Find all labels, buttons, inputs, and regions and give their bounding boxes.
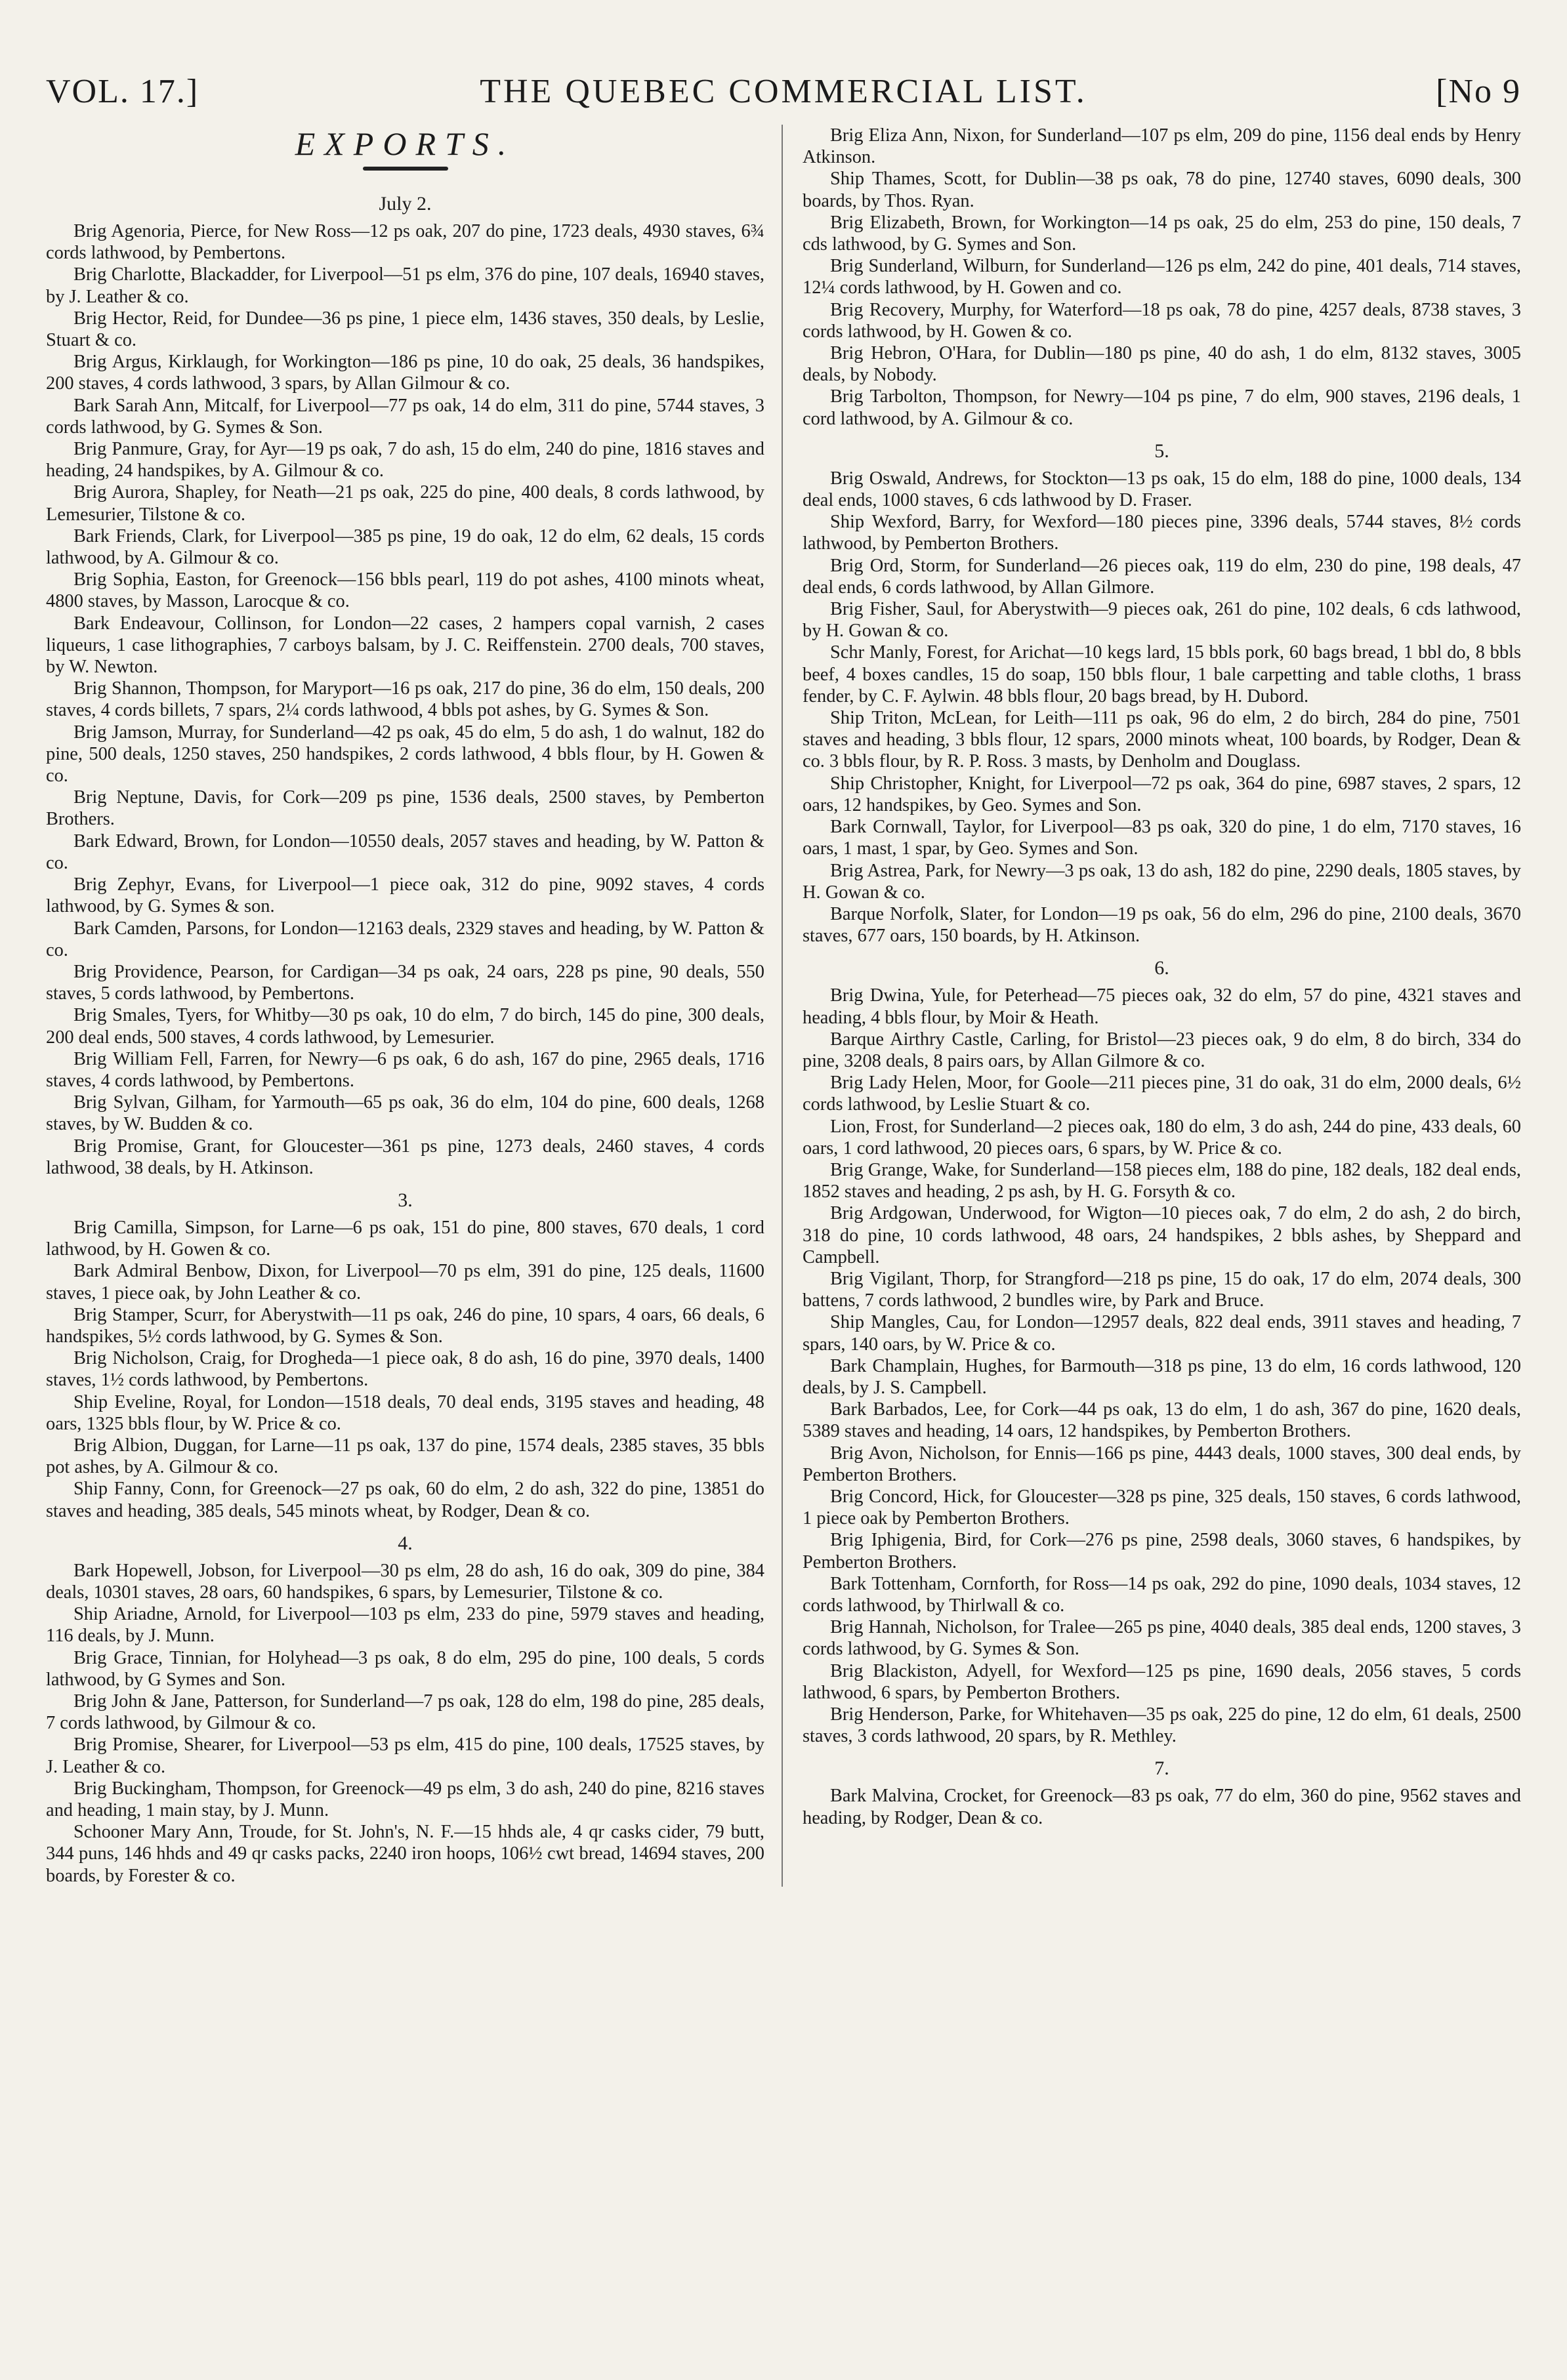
shipping-entry: Brig Iphigenia, Bird, for Cork—276 ps pine, 2598 deals, 3060 staves, 6 handspikes, by Pemberton Brothers. (803, 1530, 1521, 1572)
shipping-entry: Brig Blackiston, Adyell, for Wexford—125 ps pine, 1690 deals, 2056 staves, 5 cords lathwood, 6 spars, by Pemberton Brothers. (803, 1660, 1521, 1703)
shipping-entry: Brig Fisher, Saul, for Aberystwith—9 pieces oak, 261 do pine, 102 deals, 6 cds lathwood, by H. Gowan & co. (803, 599, 1521, 642)
left-column (46, 125, 783, 1887)
ornamental-rule (363, 167, 448, 171)
shipping-entry: Brig Ardgowan, Underwood, for Wigton—10 pieces oak, 7 do elm, 2 do ash, 2 do birch, 318 do pine, 10 cords lathwood, 48 oars, 24 handspikes, 2 bbls ashes, by Sheppard and Campbell. (803, 1203, 1521, 1267)
shipping-entry: Ship Thames, Scott, for Dublin—38 ps oak, 78 do pine, 12740 staves, 6090 deals, 300 boards, by Thos. Ryan. (803, 169, 1521, 211)
shipping-entry: Brig Avon, Nicholson, for Ennis—166 ps pine, 4443 deals, 1000 staves, 300 deal ends, by Pemberton Brothers. (803, 1443, 1521, 1485)
shipping-entry: Brig Argus, Kirklaugh, for Workington—186 ps pine, 10 do oak, 25 deals, 36 handspikes, 200 staves, 4 cords lathwood, 3 spars, by Allan Gilmour & co. (46, 352, 764, 394)
date-heading: 4. (398, 1532, 413, 1554)
shipping-entry: Ship Mangles, Cau, for London—12957 deals, 822 deal ends, 3911 staves and heading, 7 spars, 140 oars, by W. Price & co. (803, 1312, 1521, 1355)
shipping-entry: Brig Concord, Hick, for Gloucester—328 ps pine, 325 deals, 150 staves, 6 cords lathwood, 1 piece oak by Pemberton Brothers. (803, 1486, 1521, 1529)
shipping-entry: Brig Grange, Wake, for Sunderland—158 pieces elm, 188 do pine, 182 deals, 182 deal ends, 1852 staves and heading, 2 ps ash, by H. G. Forsyth & co. (803, 1159, 1521, 1202)
shipping-entry: Bark Admiral Benbow, Dixon, for Liverpool—70 ps elm, 391 do pine, 125 deals, 11600 staves, 1 piece oak, by John Leather & co. (46, 1261, 764, 1303)
shipping-entry: Ship Fanny, Conn, for Greenock—27 ps oak, 60 do elm, 2 do ash, 322 do pine, 13851 do staves and heading, 385 deals, 545 minots wheat, by Rodger, Dean & co. (46, 1479, 764, 1521)
date-heading: 5. (1154, 440, 1169, 462)
shipping-entry: Brig Smales, Tyers, for Whitby—30 ps oak, 10 do elm, 7 do birch, 145 do pine, 300 deals, 200 deal ends, 500 staves, 4 cords lathwood, by Lemesurier. (46, 1005, 764, 1048)
shipping-entry: Lion, Frost, for Sunderland—2 pieces oak, 180 do elm, 3 do ash, 244 do pine, 433 deals, 60 oars, 1 cord lathwood, 20 pieces oars, 6 spars, by W. Price & co. (803, 1116, 1521, 1159)
section-title: EXPORTS. (295, 125, 516, 162)
shipping-entry: Brig Astrea, Park, for Newry—3 ps oak, 13 do ash, 182 do pine, 2290 deals, 1805 staves, by H. Gowan & co. (803, 860, 1521, 903)
shipping-entry: Ship Wexford, Barry, for Wexford—180 pieces pine, 3396 deals, 5744 staves, 8½ cords lathwood, by Pemberton Brothers. (803, 512, 1521, 554)
issue-number: [No 9 (1436, 73, 1521, 110)
shipping-entry: Brig Stamper, Scurr, for Aberystwith—11 ps oak, 246 do pine, 10 spars, 4 oars, 66 deals, 6 handspikes, 5½ cords lathwood, by G. Symes & Son. (46, 1304, 764, 1347)
shipping-entry: Brig Albion, Duggan, for Larne—11 ps oak, 137 do pine, 1574 deals, 2385 staves, 35 bbls pot ashes, by A. Gilmour & co. (46, 1435, 764, 1478)
shipping-entry: Ship Christopher, Knight, for Liverpool—72 ps oak, 364 do pine, 6987 staves, 2 spars, 12 oars, 12 handspikes, by Geo. Symes and Son. (803, 773, 1521, 815)
shipping-entry: Brig Lady Helen, Moor, for Goole—211 pieces pine, 31 do oak, 31 do elm, 2000 deals, 6½ cords lathwood, by Leslie Stuart & co. (803, 1073, 1521, 1115)
shipping-entry: Bark Sarah Ann, Mitcalf, for Liverpool—77 ps oak, 14 do elm, 311 do pine, 5744 staves, 3 cords lathwood, by G. Symes & Son. (46, 395, 764, 438)
date-heading: 7. (1154, 1757, 1169, 1780)
date-heading: 3. (398, 1189, 413, 1211)
shipping-entry: Brig Vigilant, Thorp, for Strangford—218 ps pine, 15 do oak, 17 do elm, 2074 deals, 300 battens, 7 cords lathwood, 2 bundles wire, by Park and Bruce. (803, 1268, 1521, 1311)
shipping-entry: Brig Ord, Storm, for Sunderland—26 pieces oak, 119 do elm, 230 do pine, 198 deals, 47 deal ends, 6 cords lathwood, by Allan Gilmore. (803, 555, 1521, 598)
shipping-entry: Bark Friends, Clark, for Liverpool—385 ps pine, 19 do oak, 12 do elm, 62 deals, 15 cords lathwood, by A. Gilmour & co. (46, 525, 764, 569)
shipping-entry: Bark Cornwall, Taylor, for Liverpool—83 ps oak, 320 do pine, 1 do elm, 7170 staves, 16 oars, 1 mast, 1 spar, by Geo. Symes and Son. (803, 817, 1521, 859)
shipping-entry: Bark Malvina, Crocket, for Greenock—83 ps oak, 77 do elm, 360 do pine, 9562 staves and heading, by Rodger, Dean & co. (803, 1786, 1521, 1828)
shipping-entry: Brig John & Jane, Patterson, for Sunderland—7 ps oak, 128 do elm, 198 do pine, 285 deals, 7 cords lathwood, by Gilmour & co. (46, 1691, 764, 1734)
shipping-entry: Brig Recovery, Murphy, for Waterford—18 ps oak, 78 do pine, 4257 deals, 8738 staves, 3 cords lathwood, by H. Gowen & co. (803, 299, 1521, 342)
shipping-entry: Brig Elizabeth, Brown, for Workington—14 ps oak, 25 do elm, 253 do pine, 150 deals, 7 cds lathwood, by G. Symes and Son. (803, 212, 1521, 255)
shipping-entry: Brig Tarbolton, Thompson, for Newry—104 ps pine, 7 do elm, 900 staves, 2196 deals, 1 cord lathwood, by A. Gilmour & co. (803, 386, 1521, 429)
shipping-entry: Bark Camden, Parsons, for London—12163 deals, 2329 staves and heading, by W. Patton & co. (46, 918, 764, 960)
shipping-entry: Brig Promise, Shearer, for Liverpool—53 ps elm, 415 do pine, 100 deals, 17525 staves, by J. Leather & co. (46, 1734, 764, 1777)
shipping-entry: Brig Promise, Grant, for Gloucester—361 ps pine, 1273 deals, 2460 staves, 4 cords lathwood, 38 deals, by H. Atkinson. (46, 1136, 764, 1178)
shipping-entry: Schr Manly, Forest, for Arichat—10 kegs lard, 15 bbls pork, 60 bags bread, 1 bbl do, 8 bbls beef, 4 boxes candles, 15 do soap, 150 bbls flour, 1 bale carpetting and table cloths, 1 brass fender, by C. F. Aylwin. 48 bbls flour, 20 bags bread, by H. Dubord. (803, 642, 1521, 707)
shipping-entry: Barque Airthry Castle, Carling, for Bristol—23 pieces oak, 9 do elm, 8 do birch, 334 do pine, 3208 deals, 8 pairs oars, by Allan Gilmore & co. (803, 1029, 1521, 1071)
shipping-entry: Bark Tottenham, Cornforth, for Ross—14 ps oak, 292 do pine, 1090 deals, 1034 staves, 12 cords lathwood, by Thirlwall & co. (803, 1573, 1521, 1616)
shipping-entry: Bark Barbados, Lee, for Cork—44 ps oak, 13 do elm, 1 do ash, 367 do pine, 1620 deals, 5389 staves and heading, 14 oars, 12 handspikes, by Pemberton Brothers. (803, 1399, 1521, 1442)
shipping-entry: Brig Hector, Reid, for Dundee—36 ps pine, 1 piece elm, 1436 staves, 350 deals, by Leslie, Stuart & co. (46, 308, 764, 351)
shipping-entry: Brig Hebron, O'Hara, for Dublin—180 ps pine, 40 do ash, 1 do elm, 8132 staves, 3005 deals, by Nobody. (803, 343, 1521, 386)
shipping-entry: Brig Neptune, Davis, for Cork—209 ps pine, 1536 deals, 2500 staves, by Pemberton Brothers. (46, 787, 764, 830)
shipping-entry: Brig Camilla, Simpson, for Larne—6 ps oak, 151 do pine, 800 staves, 670 deals, 1 cord lathwood, by H. Gowen & co. (46, 1217, 764, 1260)
date-heading: July 2. (379, 193, 432, 215)
shipping-entry: Brig Agenoria, Pierce, for New Ross—12 ps oak, 207 do pine, 1723 deals, 4930 staves, 6¾ cords lathwood, by Pembertons. (46, 221, 764, 264)
shipping-entry: Ship Triton, McLean, for Leith—111 ps oak, 96 do elm, 2 do birch, 284 do pine, 7501 staves and heading, 3 bbls flour, 12 spars, 2000 minots wheat, 100 boards, by Rodger, Dean & co. 3 bbls flour, by R. P. Ross. 3 masts, by Denholm and Douglass. (803, 708, 1521, 772)
volume-label: VOL. 17.] (46, 73, 199, 110)
shipping-entry: Brig Panmure, Gray, for Ayr—19 ps oak, 7 do ash, 15 do elm, 240 do pine, 1816 staves and heading, 24 handspikes, by A. Gilmour & co. (46, 439, 764, 482)
shipping-entry: Brig Eliza Ann, Nixon, for Sunderland—107 ps elm, 209 do pine, 1156 deal ends by Henry Atkinson. (803, 125, 1521, 168)
shipping-entry: Brig Henderson, Parke, for Whitehaven—35 ps oak, 225 do pine, 12 do elm, 61 deals, 2500 staves, 3 cords lathwood, 20 spars, by R. Methley. (803, 1704, 1521, 1747)
columns (46, 125, 1521, 1887)
page-header (46, 72, 1521, 118)
shipping-entry: Brig Nicholson, Craig, for Drogheda—1 piece oak, 8 do ash, 16 do pine, 3970 deals, 1400 staves, 1½ cords lathwood, by Pembertons. (46, 1348, 764, 1391)
right-column (803, 125, 1521, 1887)
shipping-entry: Ship Ariadne, Arnold, for Liverpool—103 ps elm, 233 do pine, 5979 staves and heading, 116 deals, by J. Munn. (46, 1604, 764, 1647)
shipping-entry: Brig Charlotte, Blackadder, for Liverpool—51 ps elm, 376 do pine, 107 deals, 16940 staves, by J. Leather & co. (46, 264, 764, 307)
shipping-entry: Ship Eveline, Royal, for London—1518 deals, 70 deal ends, 3195 staves and heading, 48 oars, 1325 bbls flour, by W. Price & co. (46, 1391, 764, 1434)
shipping-entry: Brig Sunderland, Wilburn, for Sunderland—126 ps elm, 242 do pine, 401 deals, 714 staves, 12¼ cords lathwood, by H. Gowen and co. (803, 256, 1521, 298)
shipping-entry: Brig William Fell, Farren, for Newry—6 ps oak, 6 do ash, 167 do pine, 2965 deals, 1716 staves, 4 cords lathwood, by Pembertons. (46, 1048, 764, 1091)
date-heading: 6. (1154, 957, 1169, 979)
shipping-entry: Brig Dwina, Yule, for Peterhead—75 pieces oak, 32 do elm, 57 do pine, 4321 staves and heading, 4 bbls flour, by Moir & Heath. (803, 985, 1521, 1028)
shipping-entry: Brig Grace, Tinnian, for Holyhead—3 ps oak, 8 do elm, 295 do pine, 100 deals, 5 cords lathwood, by G Symes and Son. (46, 1647, 764, 1690)
shipping-entry: Brig Jamson, Murray, for Sunderland—42 ps oak, 45 do elm, 5 do ash, 1 do walnut, 182 do pine, 500 deals, 1250 staves, 250 handspikes, 2 cords lathwood, 4 bbls flour, by H. Gowen & co. (46, 722, 764, 787)
shipping-entry: Bark Edward, Brown, for London—10550 deals, 2057 staves and heading, by W. Patton & co. (46, 831, 764, 873)
shipping-entry: Bark Endeavour, Collinson, for London—22 cases, 2 hampers copal varnish, 2 cases liqueurs, 1 case lithographies, 7 carboys balsam, by J. C. Reiffenstein. 2700 deals, 700 staves, by W. Newton. (46, 613, 764, 678)
shipping-entry: Bark Champlain, Hughes, for Barmouth—318 ps pine, 13 do elm, 16 cords lathwood, 120 deals, by J. S. Campbell. (803, 1355, 1521, 1398)
shipping-entry: Bark Hopewell, Jobson, for Liverpool—30 ps elm, 28 do ash, 16 do oak, 309 do pine, 384 deals, 10301 staves, 28 oars, 60 handspikes, 6 spars, by Lemesurier, Tilstone & co. (46, 1560, 764, 1603)
shipping-entry: Brig Sylvan, Gilham, for Yarmouth—65 ps oak, 36 do elm, 104 do pine, 600 deals, 1268 staves, by W. Budden & co. (46, 1092, 764, 1135)
shipping-entry: Barque Norfolk, Slater, for London—19 ps oak, 56 do elm, 296 do pine, 2100 deals, 3670 staves, 677 oars, 150 boards, by H. Atkinson. (803, 903, 1521, 947)
shipping-entry: Brig Zephyr, Evans, for Liverpool—1 piece oak, 312 do pine, 9092 staves, 4 cords lathwood, by G. Symes & son. (46, 874, 764, 917)
shipping-entry: Brig Sophia, Easton, for Greenock—156 bbls pearl, 119 do pot ashes, 4100 minots wheat, 4800 staves, by Masson, Larocque & co. (46, 569, 764, 612)
shipping-entry: Schooner Mary Ann, Troude, for St. John's, N. F.—15 hhds ale, 4 qr casks cider, 79 butt, 344 puns, 146 hhds and 49 qr casks packs, 2240 iron hoops, 106½ cwt bread, 14694 staves, 200 boards, by Forester & co. (46, 1822, 764, 1886)
shipping-entry: Brig Shannon, Thompson, for Maryport—16 ps oak, 217 do pine, 36 do elm, 150 deals, 200 staves, 4 cords billets, 7 spars, 2¼ cords lathwood, 4 bbls pot ashes, by G. Symes & Son. (46, 678, 764, 721)
publication-title: THE QUEBEC COMMERCIAL LIST. (480, 73, 1087, 110)
shipping-entry: Brig Providence, Pearson, for Cardigan—34 ps oak, 24 oars, 228 ps pine, 90 deals, 550 staves, 5 cords lathwood, by Pembertons. (46, 961, 764, 1004)
shipping-entry: Brig Buckingham, Thompson, for Greenock—49 ps elm, 3 do ash, 240 do pine, 8216 staves and heading, 1 main stay, by J. Munn. (46, 1778, 764, 1821)
shipping-entry: Brig Aurora, Shapley, for Neath—21 ps oak, 225 do pine, 400 deals, 8 cords lathwood, by Lemesurier, Tilstone & co. (46, 482, 764, 525)
shipping-entry: Brig Hannah, Nicholson, for Tralee—265 ps pine, 4040 deals, 385 deal ends, 1200 staves, 3 cords lathwood, by G. Symes & Son. (803, 1617, 1521, 1660)
shipping-entry: Brig Oswald, Andrews, for Stockton—13 ps oak, 15 do elm, 188 do pine, 1000 deals, 134 deal ends, 1000 staves, 6 cds lathwood by D. Fraser. (803, 468, 1521, 511)
